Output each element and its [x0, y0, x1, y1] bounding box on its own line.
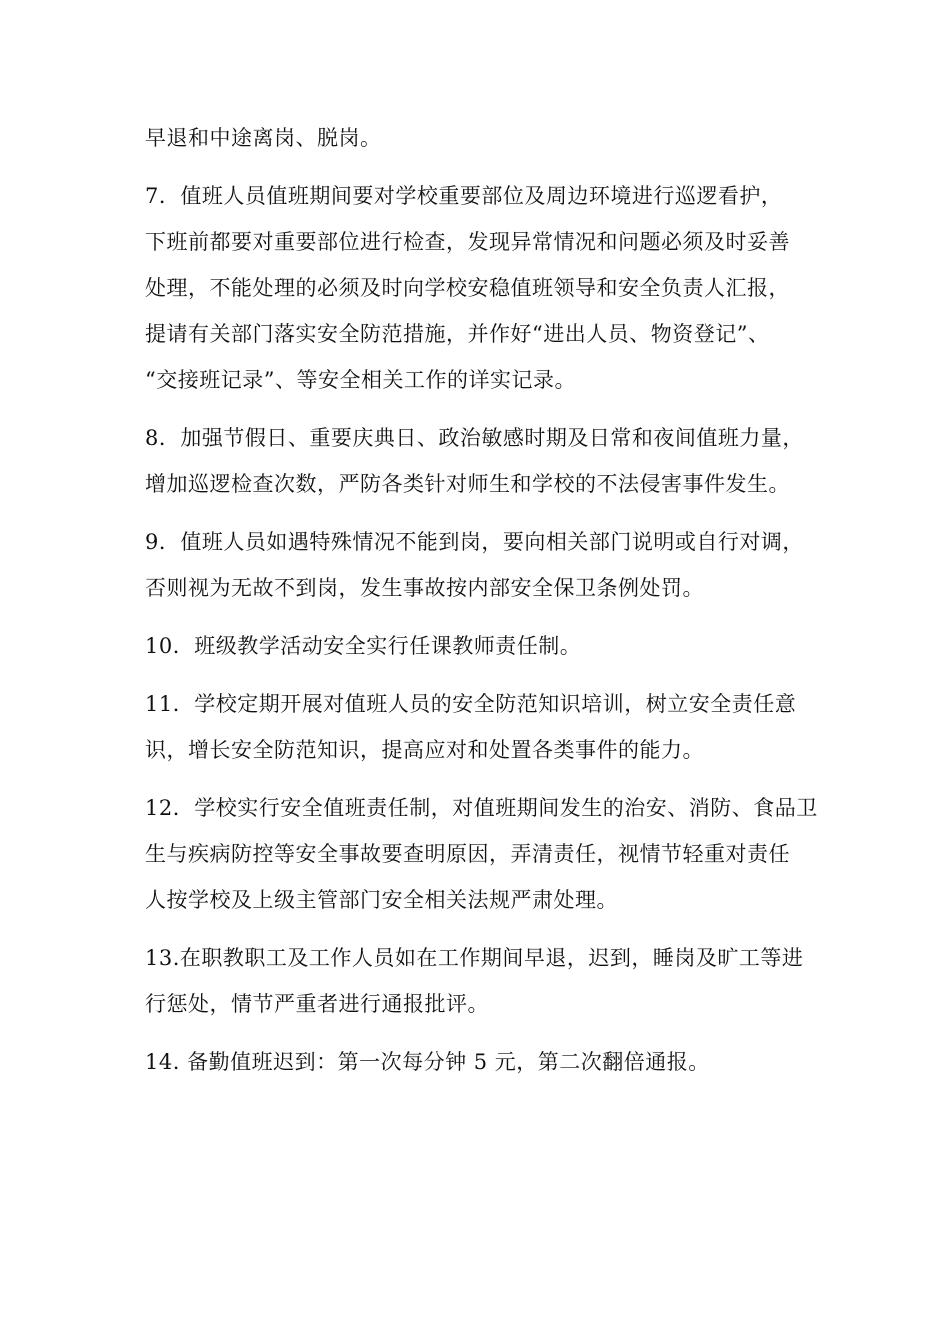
text-line: 12．学校实行安全值班责任制，对值班期间发生的治安、消防、食品卫: [145, 796, 818, 820]
paragraph-item-11: [145, 681, 810, 773]
text-line: 13.在职教职工及工作人员如在工作期间早退，迟到，睡岗及旷工等进: [145, 946, 804, 970]
text-line: 下班前都要对重要部位进行检查，发现异常情况和问题必须及时妥善: [145, 230, 790, 254]
text-line: 处理，不能处理的必须及时向学校安稳值班领导和安全负责人汇报，: [145, 276, 790, 300]
document-body: [145, 115, 818, 1097]
text-line: 11．学校定期开展对值班人员的安全防范知识培训，树立安全责任意: [145, 692, 797, 716]
text-line: 提请有关部门落实安全防范措施，并作好“进出人员、物资登记”、: [145, 322, 770, 346]
paragraph-continuation: [145, 115, 810, 161]
paragraph-item-9: [145, 519, 810, 611]
paragraph-item-12: [145, 785, 818, 923]
text-line: 8．加强节假日、重要庆典日、政治敏感时期及日常和夜间值班力量，: [145, 426, 804, 450]
text-line: 9．值班人员如遇特殊情况不能到岗，要向相关部门说明或自行对调，: [145, 530, 804, 554]
paragraph-item-13: [145, 935, 810, 1027]
text-line: 早退和中途离岗、脱岗。: [145, 126, 382, 150]
text-line: 增加巡逻检查次数，严防各类针对师生和学校的不法侵害事件发生。: [145, 472, 790, 496]
text-line: 否则视为无故不到岗，发生事故按内部安全保卫条例处罚。: [145, 576, 704, 600]
text-line: 14. 备勤值班迟到：第一次每分钟 5 元，第二次翻倍通报。: [145, 1050, 710, 1074]
text-line: 生与疾病防控等安全事故要查明原因，弄清责任，视情节轻重对责任: [145, 842, 790, 866]
text-line: 10．班级教学活动安全实行任课教师责任制。: [145, 634, 582, 658]
text-line: 识，增长安全防范知识，提高应对和处置各类事件的能力。: [145, 738, 704, 762]
paragraph-item-7: [145, 173, 810, 403]
text-line: “交接班记录”、等安全相关工作的详实记录。: [145, 368, 576, 392]
text-line: 人按学校及上级主管部门安全相关法规严肃处理。: [145, 888, 618, 912]
text-line: 行惩处，情节严重者进行通报批评。: [145, 992, 489, 1016]
text-line: 7．值班人员值班期间要对学校重要部位及周边环境进行巡逻看护，: [145, 184, 783, 208]
paragraph-item-10: [145, 623, 810, 669]
paragraph-item-14: [145, 1039, 810, 1085]
paragraph-item-8: [145, 415, 810, 507]
